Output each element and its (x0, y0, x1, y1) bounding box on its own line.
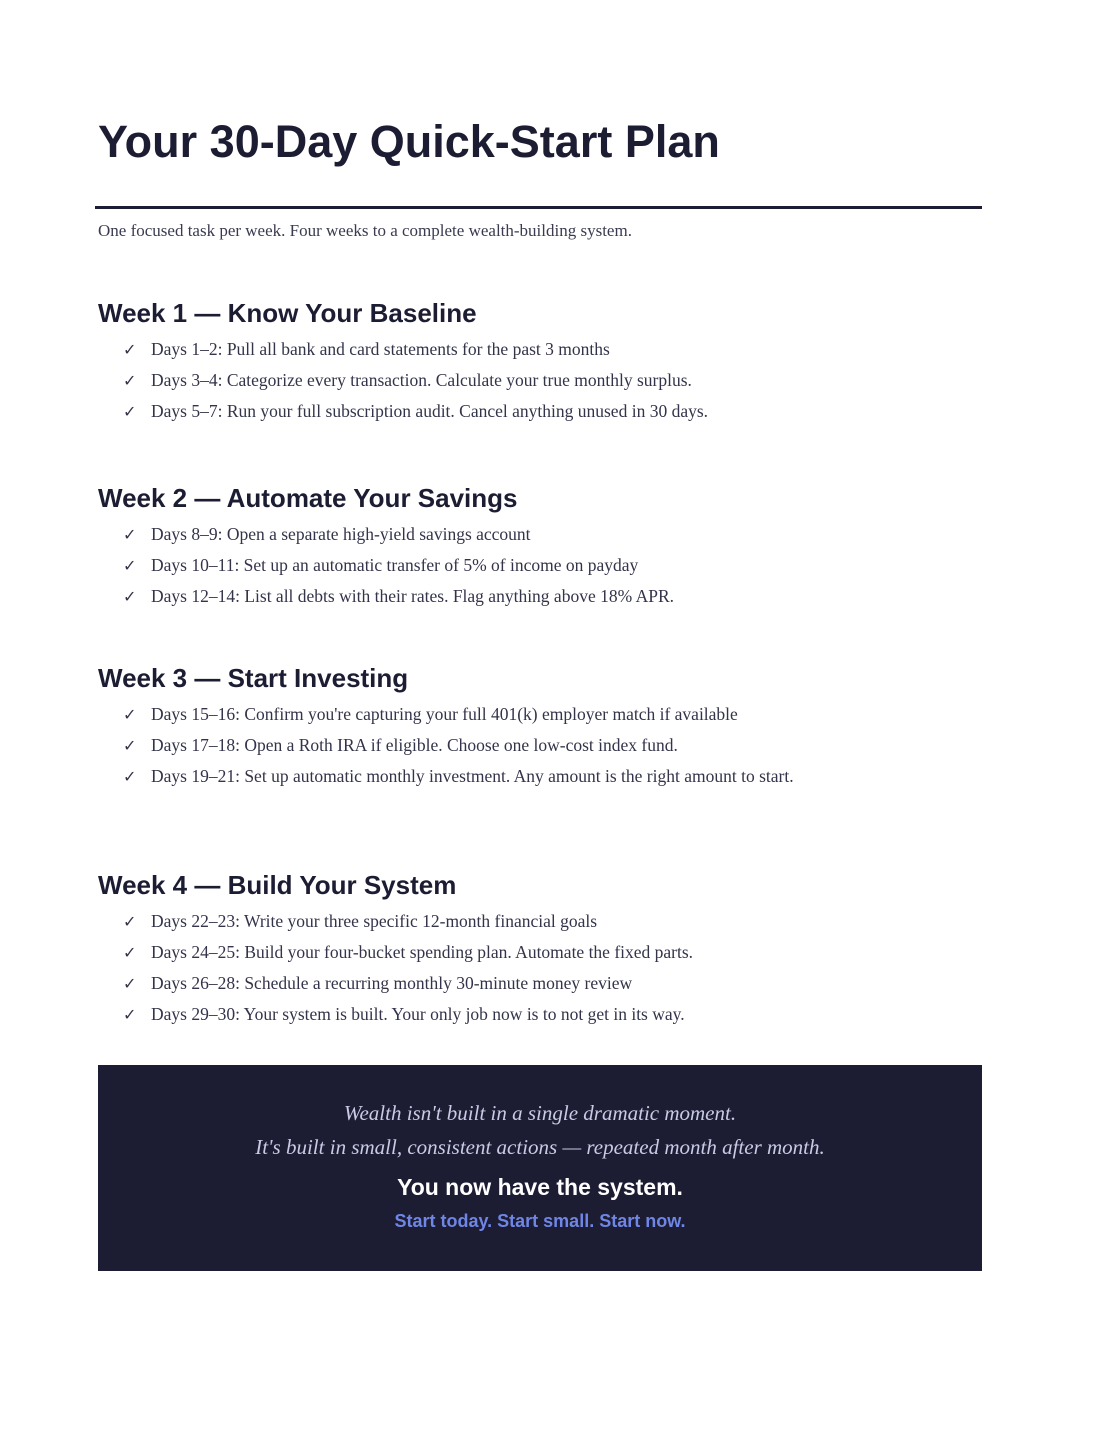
task-text: Days 29–30: Your system is built. Your only job now is to not get in its way. (151, 1004, 685, 1024)
task-list (98, 910, 982, 1026)
week-2-section (98, 481, 982, 616)
page-subtitle: One focused task per week. Four weeks to a complete wealth-building system. (98, 221, 632, 240)
task-item (98, 703, 951, 726)
task-text: Days 22–23: Write your three specific 12-month financial goals (151, 911, 598, 931)
task-text: Days 8–9: Open a separate high-yield savings account (151, 524, 531, 544)
week-heading: Week 3 — Start Investing (98, 663, 409, 693)
checkmark-icon: ✓ (123, 371, 137, 390)
checkmark-icon: ✓ (123, 943, 137, 962)
week-heading: Week 4 — Build Your System (98, 870, 457, 900)
banner-quote-line-2: It's built in small, consistent actions — repeated month after month. (255, 1135, 825, 1159)
checkmark-icon: ✓ (123, 402, 137, 421)
closing-banner (98, 1065, 982, 1271)
task-item (98, 1003, 951, 1026)
task-item (98, 972, 951, 995)
task-list (98, 703, 982, 788)
checkmark-icon: ✓ (123, 974, 137, 993)
task-text: Days 15–16: Confirm you're capturing your full 401(k) employer match if available (151, 704, 738, 724)
task-item (98, 400, 951, 423)
page-title: Your 30-Day Quick-Start Plan (98, 116, 720, 167)
title-divider (95, 206, 982, 209)
week-heading: Week 2 — Automate Your Savings (98, 483, 518, 513)
banner-headline: You now have the system. (397, 1174, 683, 1200)
task-item (98, 338, 951, 361)
checkmark-icon: ✓ (123, 340, 137, 359)
task-text: Days 1–2: Pull all bank and card statements for the past 3 months (151, 339, 610, 359)
task-item (98, 554, 951, 577)
checkmark-icon: ✓ (123, 556, 137, 575)
task-text: Days 5–7: Run your full subscription audit. Cancel anything unused in 30 days. (151, 401, 709, 421)
task-item (98, 910, 951, 933)
task-item (98, 765, 951, 788)
task-list (98, 523, 982, 608)
week-4-section (98, 868, 982, 1034)
task-item (98, 523, 951, 546)
task-item (98, 369, 951, 392)
task-item (98, 734, 951, 757)
week-1-section (98, 296, 982, 431)
task-text: Days 24–25: Build your four-bucket spending plan. Automate the fixed parts. (151, 942, 694, 962)
task-item (98, 941, 951, 964)
task-list (98, 338, 982, 423)
task-text: Days 12–14: List all debts with their rates. Flag anything above 18% APR. (151, 586, 674, 606)
checkmark-icon: ✓ (123, 912, 137, 931)
banner-call-to-action: Start today. Start small. Start now. (394, 1211, 686, 1231)
task-text: Days 17–18: Open a Roth IRA if eligible. Choose one low-cost index fund. (151, 735, 678, 755)
checkmark-icon: ✓ (123, 767, 137, 786)
week-3-section (98, 661, 982, 796)
task-text: Days 3–4: Categorize every transaction. Calculate your true monthly surplus. (151, 370, 692, 390)
checkmark-icon: ✓ (123, 1005, 137, 1024)
banner-quote-line-1: Wealth isn't built in a single dramatic moment. (343, 1101, 737, 1125)
task-text: Days 10–11: Set up an automatic transfer of 5% of income on payday (151, 555, 639, 575)
task-text: Days 26–28: Schedule a recurring monthly 30-minute money review (151, 973, 633, 993)
checkmark-icon: ✓ (123, 736, 137, 755)
checkmark-icon: ✓ (123, 587, 137, 606)
week-heading: Week 1 — Know Your Baseline (98, 298, 477, 328)
checkmark-icon: ✓ (123, 525, 137, 544)
task-text: Days 19–21: Set up automatic monthly investment. Any amount is the right amount to start. (151, 766, 794, 786)
checkmark-icon: ✓ (123, 705, 137, 724)
task-item (98, 585, 951, 608)
